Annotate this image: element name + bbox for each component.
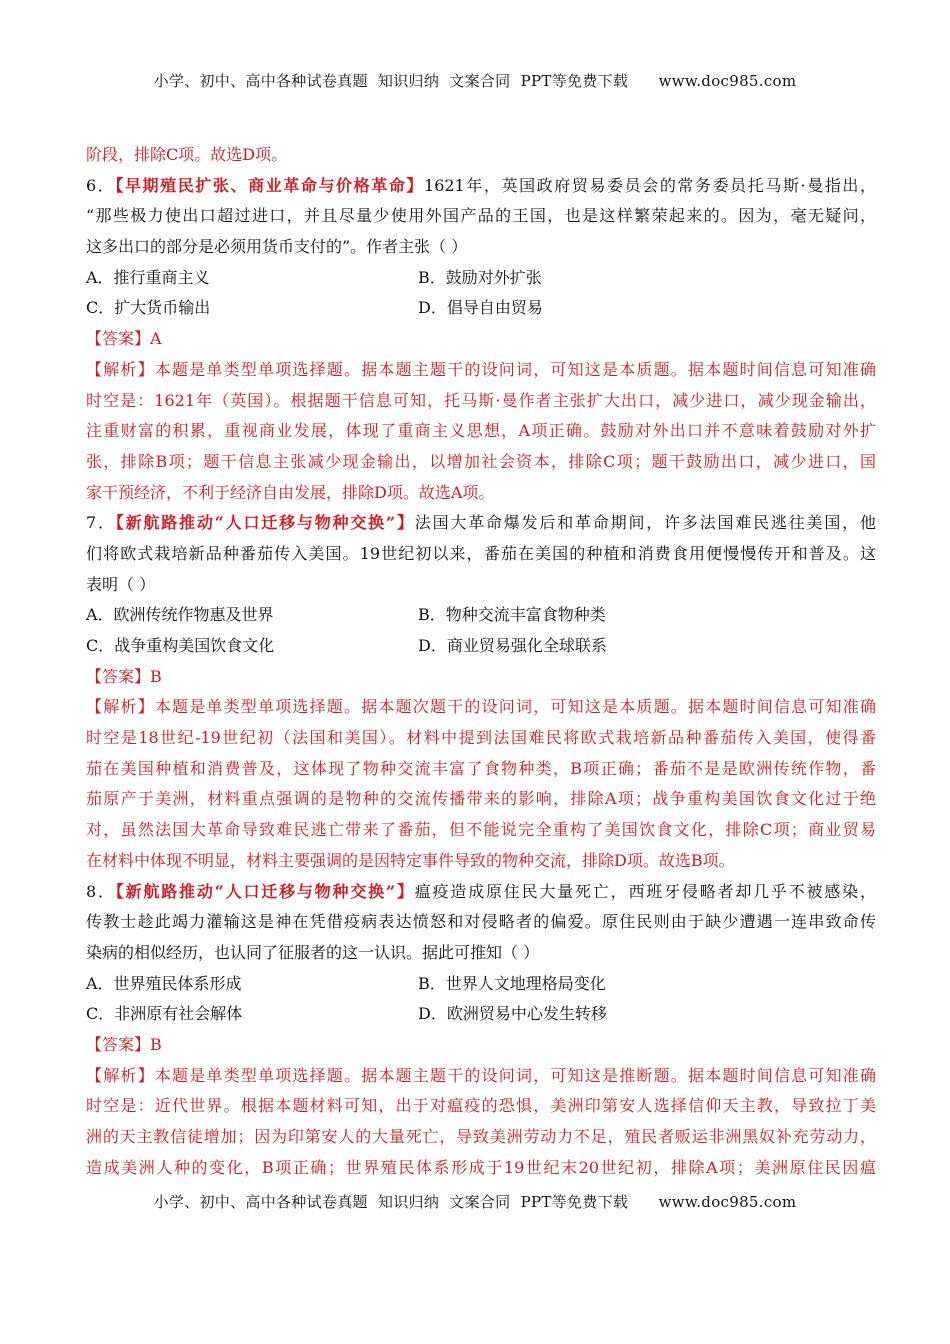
question-stem-line: 这多出口的部分是必须用货币支付的”。作者主张（ ）	[86, 237, 468, 257]
analysis-line: 注重财富的积累，重视商业发展，体现了重商主义思想，A项正确。鼓励对外出口并不意味着鼓励对外扩	[86, 421, 876, 441]
option-b: B．鼓励对外扩张	[418, 267, 542, 287]
analysis-line: 【解析】本题是单类型单项选择题。据本题主题干的设问词，可知这是推断题。据本题时间信息可知准确	[86, 1065, 876, 1085]
question-stem-line	[86, 877, 876, 908]
question-stem-line: 们将欧式栽培新品种番茄传入美国。19世纪初以来，番茄在美国的种植和消费食用便慢慢传开和普及。这	[86, 543, 876, 563]
question-stem-line: “那些极力使出口超过进口，并且尽量少使用外国产品的王国，也是这样繁荣起来的。因为，毫无疑问，	[86, 206, 876, 226]
question-topic-tag: 【早期殖民扩张、商业革命与价格革命】	[115, 175, 425, 195]
question-topic-tag: 【新航路推动“人口迁移与物种交换”】	[115, 513, 415, 533]
document-body	[86, 140, 876, 1183]
question-number: 7．	[86, 513, 116, 533]
analysis-line: 洲的天主教信徒增加；因为印第安人的大量死亡，导致美洲劳动力不足，殖民者贩运非洲黑奴补充劳动力，	[86, 1127, 876, 1146]
question-6	[86, 171, 876, 509]
question-stem-text: 1621年，英国政府贸易委员会的常务委员托马斯·曼指出，	[424, 175, 876, 195]
analysis-line: 茄原产于美洲，材料重点强调的是物种的交流传播带来的影响，排除A项；战争重构美国饮食文化过于绝	[86, 789, 876, 809]
options-row	[86, 293, 876, 324]
previous-analysis-tail: 阶段，排除C项。故选D项。	[86, 145, 288, 164]
page-header: 小学、初中、高中各种试卷真题 知识归纳 文案合同 PPT等免费下载 www.doc985.com	[153, 72, 797, 90]
option-c: C．扩大货币输出	[86, 298, 211, 318]
options-row	[86, 600, 876, 631]
analysis-line: 对，虽然法国大革命导致难民逃亡带来了番茄，但不能说完全重构了美国饮食文化，排除C项；商业贸易	[86, 820, 876, 840]
option-c: C．战争重构美国饮食文化	[86, 636, 275, 655]
analysis-line: 茄在美国种植和消费普及，这体现了物种交流丰富了食物种类，B项正确；番茄不是是欧洲传统作物，番	[86, 758, 876, 778]
answer: 【答案】A	[86, 329, 162, 349]
question-stem-line	[86, 171, 876, 202]
question-number: 8．	[86, 881, 116, 901]
answer: 【答案】B	[86, 1034, 162, 1054]
analysis-line: 家干预经济，不利于经济自由发展，排除D项。故选A项。	[86, 482, 495, 502]
option-b: B．物种交流丰富食物种类	[418, 605, 606, 625]
options-row	[86, 999, 876, 1030]
options-row	[86, 263, 876, 294]
analysis-line: 在材料中体现不明显，材料主要强调的是因特定事件导致的物种交流，排除D项。故选B项。	[86, 850, 735, 870]
option-a: A．推行重商主义	[86, 267, 210, 287]
question-stem-line: 表明（ ）	[86, 574, 156, 594]
question-stem-text: 瘟疫造成原住民大量死亡，西班牙侵略者却几乎不被感染，	[414, 881, 876, 901]
analysis-line: 张，排除B项；题干信息主张减少现金输出，以增加社会资本，排除C项；题干鼓励出口，减少进口，国	[86, 451, 876, 471]
option-a: A．世界殖民体系形成	[86, 973, 242, 993]
option-d: D．欧洲贸易中心发生转移	[418, 1004, 607, 1024]
option-a: A．欧洲传统作物惠及世界	[86, 605, 274, 625]
options-row	[86, 969, 876, 1000]
answer: 【答案】B	[86, 666, 162, 686]
question-topic-tag: 【新航路推动“人口迁移与物种交换”】	[115, 881, 415, 901]
question-7	[86, 508, 876, 876]
question-stem-line: 传教士趁此竭力灌输这是神在凭借疫病表达愤怒和对侵略者的偏爱。原住民则由于缺少遭遇一连串致命传	[86, 912, 876, 932]
analysis-line: 造成美洲人种的变化，B项正确；世界殖民体系形成于19世纪末20世纪初，排除A项；美洲原住民因瘟	[86, 1157, 876, 1177]
analysis-line: 【解析】本题是单类型单项选择题。据本题次题干的设问词，可知这是本质题。据本题时间信息可知准确	[86, 697, 876, 717]
page-footer: 小学、初中、高中各种试卷真题 知识归纳 文案合同 PPT等免费下载 www.doc985.com	[153, 1193, 797, 1211]
option-d: D．商业贸易强化全球联系	[418, 636, 607, 655]
question-stem-line: 染病的相似经历，也认同了征服者的这一认识。据此可推知（ ）	[86, 942, 540, 962]
option-d: D．倡导自由贸易	[418, 298, 543, 318]
question-number: 6．	[86, 175, 116, 195]
analysis-line: 时空是18世纪-19世纪初（法国和美国）。材料中提到法国难民将欧式栽培新品种番茄传入美国，使得番	[86, 728, 876, 748]
question-stem-line	[86, 508, 876, 539]
analysis-line: 时空是：近代世界。根据本题材料可知，出于对瘟疫的恐惧，美洲印第安人选择信仰天主教，导致拉丁美	[86, 1096, 876, 1116]
analysis-line: 时空是：1621年（英国）。根据题干信息可知，托马斯·曼作者主张扩大出口，减少进口，减少现金输出，	[86, 390, 876, 410]
option-b: B．世界人文地理格局变化	[418, 973, 606, 993]
question-8	[86, 877, 876, 1184]
option-c: C．非洲原有社会解体	[86, 1004, 243, 1024]
options-row	[86, 631, 876, 662]
question-stem-text: 法国大革命爆发后和革命期间，许多法国难民逃往美国，他	[414, 513, 876, 533]
analysis-line: 【解析】本题是单类型单项选择题。据本题主题干的设问词，可知这是本质题。据本题时间信息可知准确	[86, 359, 876, 379]
